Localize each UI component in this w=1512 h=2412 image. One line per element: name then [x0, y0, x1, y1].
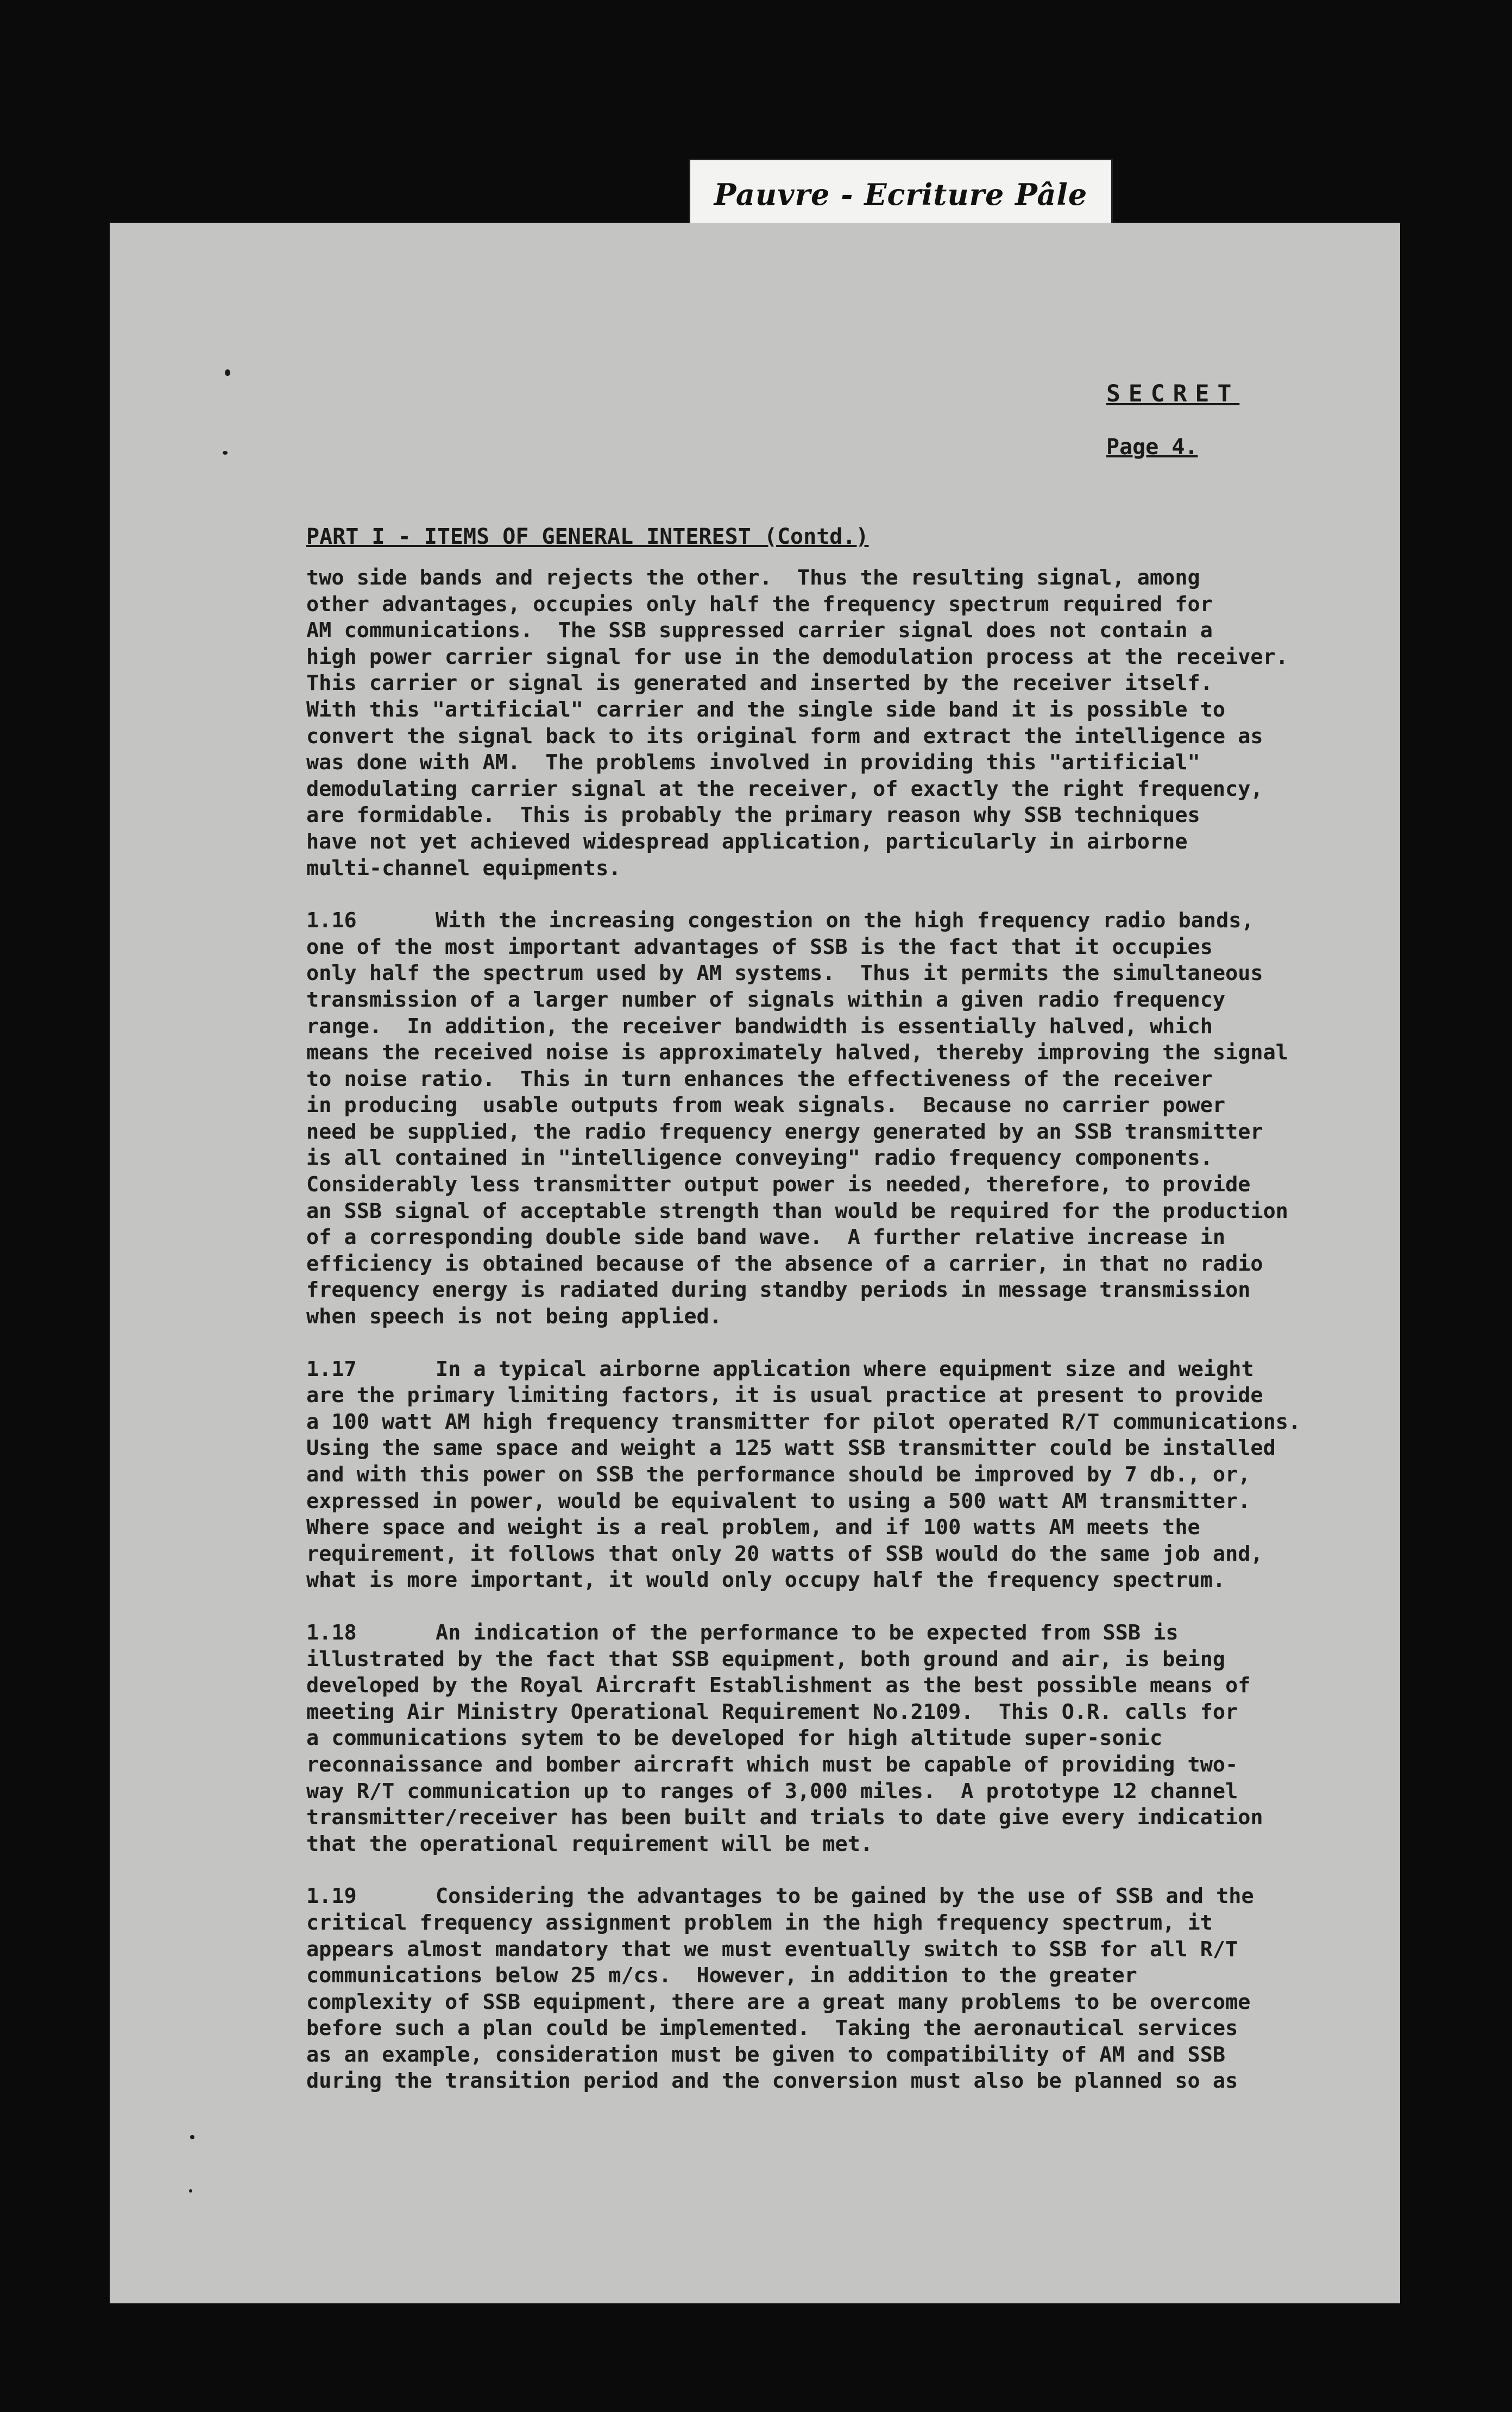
text-line [306, 1409, 1371, 1436]
text-line [306, 1092, 1371, 1119]
text-line [306, 1805, 1371, 1831]
text-line [306, 1224, 1371, 1251]
line-text: appears almost mandatory that we must eventually switch to SSB for all R/T [306, 1937, 1238, 1962]
line-text: a communications sytem to be developed for high altitude super-sonic [306, 1726, 1163, 1751]
line-text: expressed in power, would be equivalent to using a 500 watt AM transmitter. [306, 1488, 1251, 1513]
line-text: transmitter/receiver has been built and trials to date give every indication [306, 1805, 1263, 1830]
line-text: With the increasing congestion on the high frequency radio bands, [436, 908, 1254, 933]
text-line [306, 1937, 1371, 1963]
margin-speck [189, 2189, 192, 2193]
line-text: is all contained in "intelligence conveying" radio frequency components. [306, 1146, 1213, 1171]
text-line [306, 697, 1371, 724]
line-text: have not yet achieved widespread application, particularly in airborne [306, 829, 1188, 854]
text-line [306, 750, 1371, 776]
line-text: means the received noise is approximately halved, thereby improving the signal [306, 1040, 1288, 1065]
line-text: before such a plan could be implemented. Taking the aeronautical services [306, 2016, 1238, 2041]
line-text: An indication of the performance to be expected from SSB is [436, 1620, 1179, 1645]
text-line [306, 1752, 1371, 1779]
text-line [306, 1620, 1371, 1647]
line-text: as an example, consideration must be given to compatibility of AM and SSB [306, 2042, 1226, 2067]
line-text: other advantages, occupies only half the frequency spectrum required for [306, 592, 1213, 617]
line-text: only half the spectrum used by AM systems. Thus it permits the simultaneous [306, 961, 1263, 986]
line-text: Considering the advantages to be gained by the use of SSB and the [436, 1884, 1254, 1909]
text-line [306, 724, 1371, 750]
text-line [306, 1647, 1371, 1673]
text-line [306, 908, 1371, 934]
text-line [306, 670, 1371, 697]
line-text: reconnaissance and bomber aircraft which must be capable of providing two- [306, 1752, 1238, 1777]
text-line [306, 1673, 1371, 1699]
paragraph-number: 1.16 [306, 908, 357, 933]
line-text: of a corresponding double side band wave. A further relative increase in [306, 1225, 1226, 1250]
text-line [306, 1172, 1371, 1198]
text-line [306, 1699, 1371, 1726]
text-line [306, 1831, 1371, 1858]
paragraph [306, 1883, 1371, 2095]
paragraph [306, 1356, 1371, 1594]
paragraph-number: 1.18 [306, 1620, 357, 1645]
text-line [306, 960, 1371, 987]
text-line [306, 1145, 1371, 1172]
text-line [306, 1304, 1371, 1330]
text-line [306, 1725, 1371, 1752]
text-line [306, 1910, 1371, 1937]
page-number: Page 4. [1106, 435, 1198, 460]
text-line [306, 1989, 1371, 2016]
line-text: meeting Air Ministry Operational Requirement No.2109. This O.R. calls for [306, 1699, 1238, 1724]
text-line [306, 776, 1371, 803]
paragraph-number: 1.19 [306, 1884, 357, 1909]
text-line [306, 565, 1371, 592]
text-line [306, 856, 1371, 882]
text-line [306, 1435, 1371, 1462]
paragraph [306, 565, 1371, 882]
text-line [306, 1066, 1371, 1093]
margin-speck [190, 2135, 194, 2139]
line-text: when speech is not being applied. [306, 1304, 722, 1329]
text-line [306, 1515, 1371, 1541]
text-line [306, 1462, 1371, 1488]
line-text: one of the most important advantages of SSB is the fact that it occupies [306, 934, 1213, 959]
line-text: during the transition period and the conversion must also be planned so as [306, 2069, 1238, 2094]
line-text: Using the same space and weight a 125 watt SSB transmitter could be installed [306, 1436, 1276, 1461]
line-text: and with this power on SSB the performance should be improved by 7 db., or, [306, 1462, 1251, 1487]
line-text: Where space and weight is a real problem, and if 100 watts AM meets the [306, 1515, 1200, 1540]
text-line [306, 1119, 1371, 1146]
classification-marking: SECRET [1106, 380, 1240, 407]
margin-speck [225, 369, 230, 376]
document-page [110, 223, 1400, 2303]
line-text: Considerably less transmitter output power is needed, therefore, to provide [306, 1172, 1251, 1197]
text-line [306, 2042, 1371, 2069]
text-line [306, 1488, 1371, 1515]
text-line [306, 2015, 1371, 2042]
text-line [306, 2068, 1371, 2095]
line-text: developed by the Royal Aircraft Establishment as the best possible means of [306, 1673, 1251, 1698]
line-text: illustrated by the fact that SSB equipment, both ground and air, is being [306, 1647, 1226, 1672]
text-line [306, 829, 1371, 856]
line-text: a 100 watt AM high frequency transmitter for pilot operated R/T communications. [306, 1409, 1301, 1434]
text-line [306, 1277, 1371, 1304]
text-line [306, 1356, 1371, 1383]
line-text: complexity of SSB equipment, there are a great many problems to be overcome [306, 1989, 1251, 2014]
line-text: are formidable. This is probably the primary reason why SSB techniques [306, 803, 1200, 828]
line-text: critical frequency assignment problem in the high frequency spectrum, it [306, 1910, 1213, 1935]
line-text: transmission of a larger number of signals within a given radio frequency [306, 987, 1226, 1012]
text-line [306, 592, 1371, 618]
text-line [306, 644, 1371, 671]
line-text: With this "artificial" carrier and the single side band it is possible to [306, 697, 1226, 722]
line-text: communications below 25 m/cs. However, in addition to the greater [306, 1963, 1137, 1988]
line-text: to noise ratio. This in turn enhances the effectiveness of the receiver [306, 1066, 1213, 1091]
section-heading: PART I - ITEMS OF GENERAL INTEREST (Contd.) [306, 524, 869, 549]
text-line [306, 1883, 1371, 1910]
line-text: AM communications. The SSB suppressed carrier signal does not contain a [306, 618, 1213, 643]
text-line [306, 1567, 1371, 1594]
line-text: This carrier or signal is generated and inserted by the receiver itself. [306, 671, 1213, 696]
line-text: are the primary limiting factors, it is usual practice at present to provide [306, 1383, 1263, 1408]
line-text: was done with AM. The problems involved in providing this "artificial" [306, 750, 1200, 775]
text-line [306, 1383, 1371, 1409]
text-line [306, 1014, 1371, 1040]
line-text: what is more important, it would only occupy half the frequency spectrum. [306, 1568, 1226, 1593]
line-text: convert the signal back to its original form and extract the intelligence as [306, 724, 1263, 749]
text-line [306, 934, 1371, 961]
paragraph [306, 1620, 1371, 1857]
text-line [306, 987, 1371, 1014]
text-line [306, 1779, 1371, 1805]
margin-speck [223, 451, 228, 455]
line-text: frequency energy is radiated during standby periods in message transmission [306, 1278, 1251, 1303]
line-text: efficiency is obtained because of the absence of a carrier, in that no radio [306, 1251, 1263, 1276]
text-line [306, 1251, 1371, 1278]
text-line [306, 1040, 1371, 1066]
text-line [306, 1963, 1371, 1989]
line-text: that the operational requirement will be met. [306, 1831, 873, 1856]
line-text: range. In addition, the receiver bandwidth is essentially halved, which [306, 1014, 1213, 1039]
handwritten-label-slip: Pauvre - Ecriture Pâle [689, 159, 1113, 230]
line-text: need be supplied, the radio frequency energy generated by an SSB transmitter [306, 1119, 1263, 1144]
line-text: in producing usable outputs from weak signals. Because no carrier power [306, 1093, 1226, 1118]
line-text: an SSB signal of acceptable strength than would be required for the production [306, 1198, 1288, 1223]
line-text: In a typical airborne application where equipment size and weight [436, 1356, 1254, 1381]
text-line [306, 618, 1371, 644]
line-text: requirement, it follows that only 20 watts of SSB would do the same job and, [306, 1541, 1263, 1566]
line-text: multi-channel equipments. [306, 856, 621, 881]
line-text: way R/T communication up to ranges of 3,000 miles. A prototype 12 channel [306, 1779, 1238, 1804]
body-text [306, 565, 1371, 2121]
line-text: demodulating carrier signal at the receiver, of exactly the right frequency, [306, 776, 1263, 801]
text-line [306, 802, 1371, 829]
text-line [306, 1541, 1371, 1568]
paragraph-number: 1.17 [306, 1356, 357, 1381]
text-line [306, 1198, 1371, 1225]
line-text: high power carrier signal for use in the demodulation process at the receiver. [306, 644, 1288, 669]
line-text: two side bands and rejects the other. Thus the resulting signal, among [306, 566, 1200, 590]
paragraph [306, 908, 1371, 1330]
